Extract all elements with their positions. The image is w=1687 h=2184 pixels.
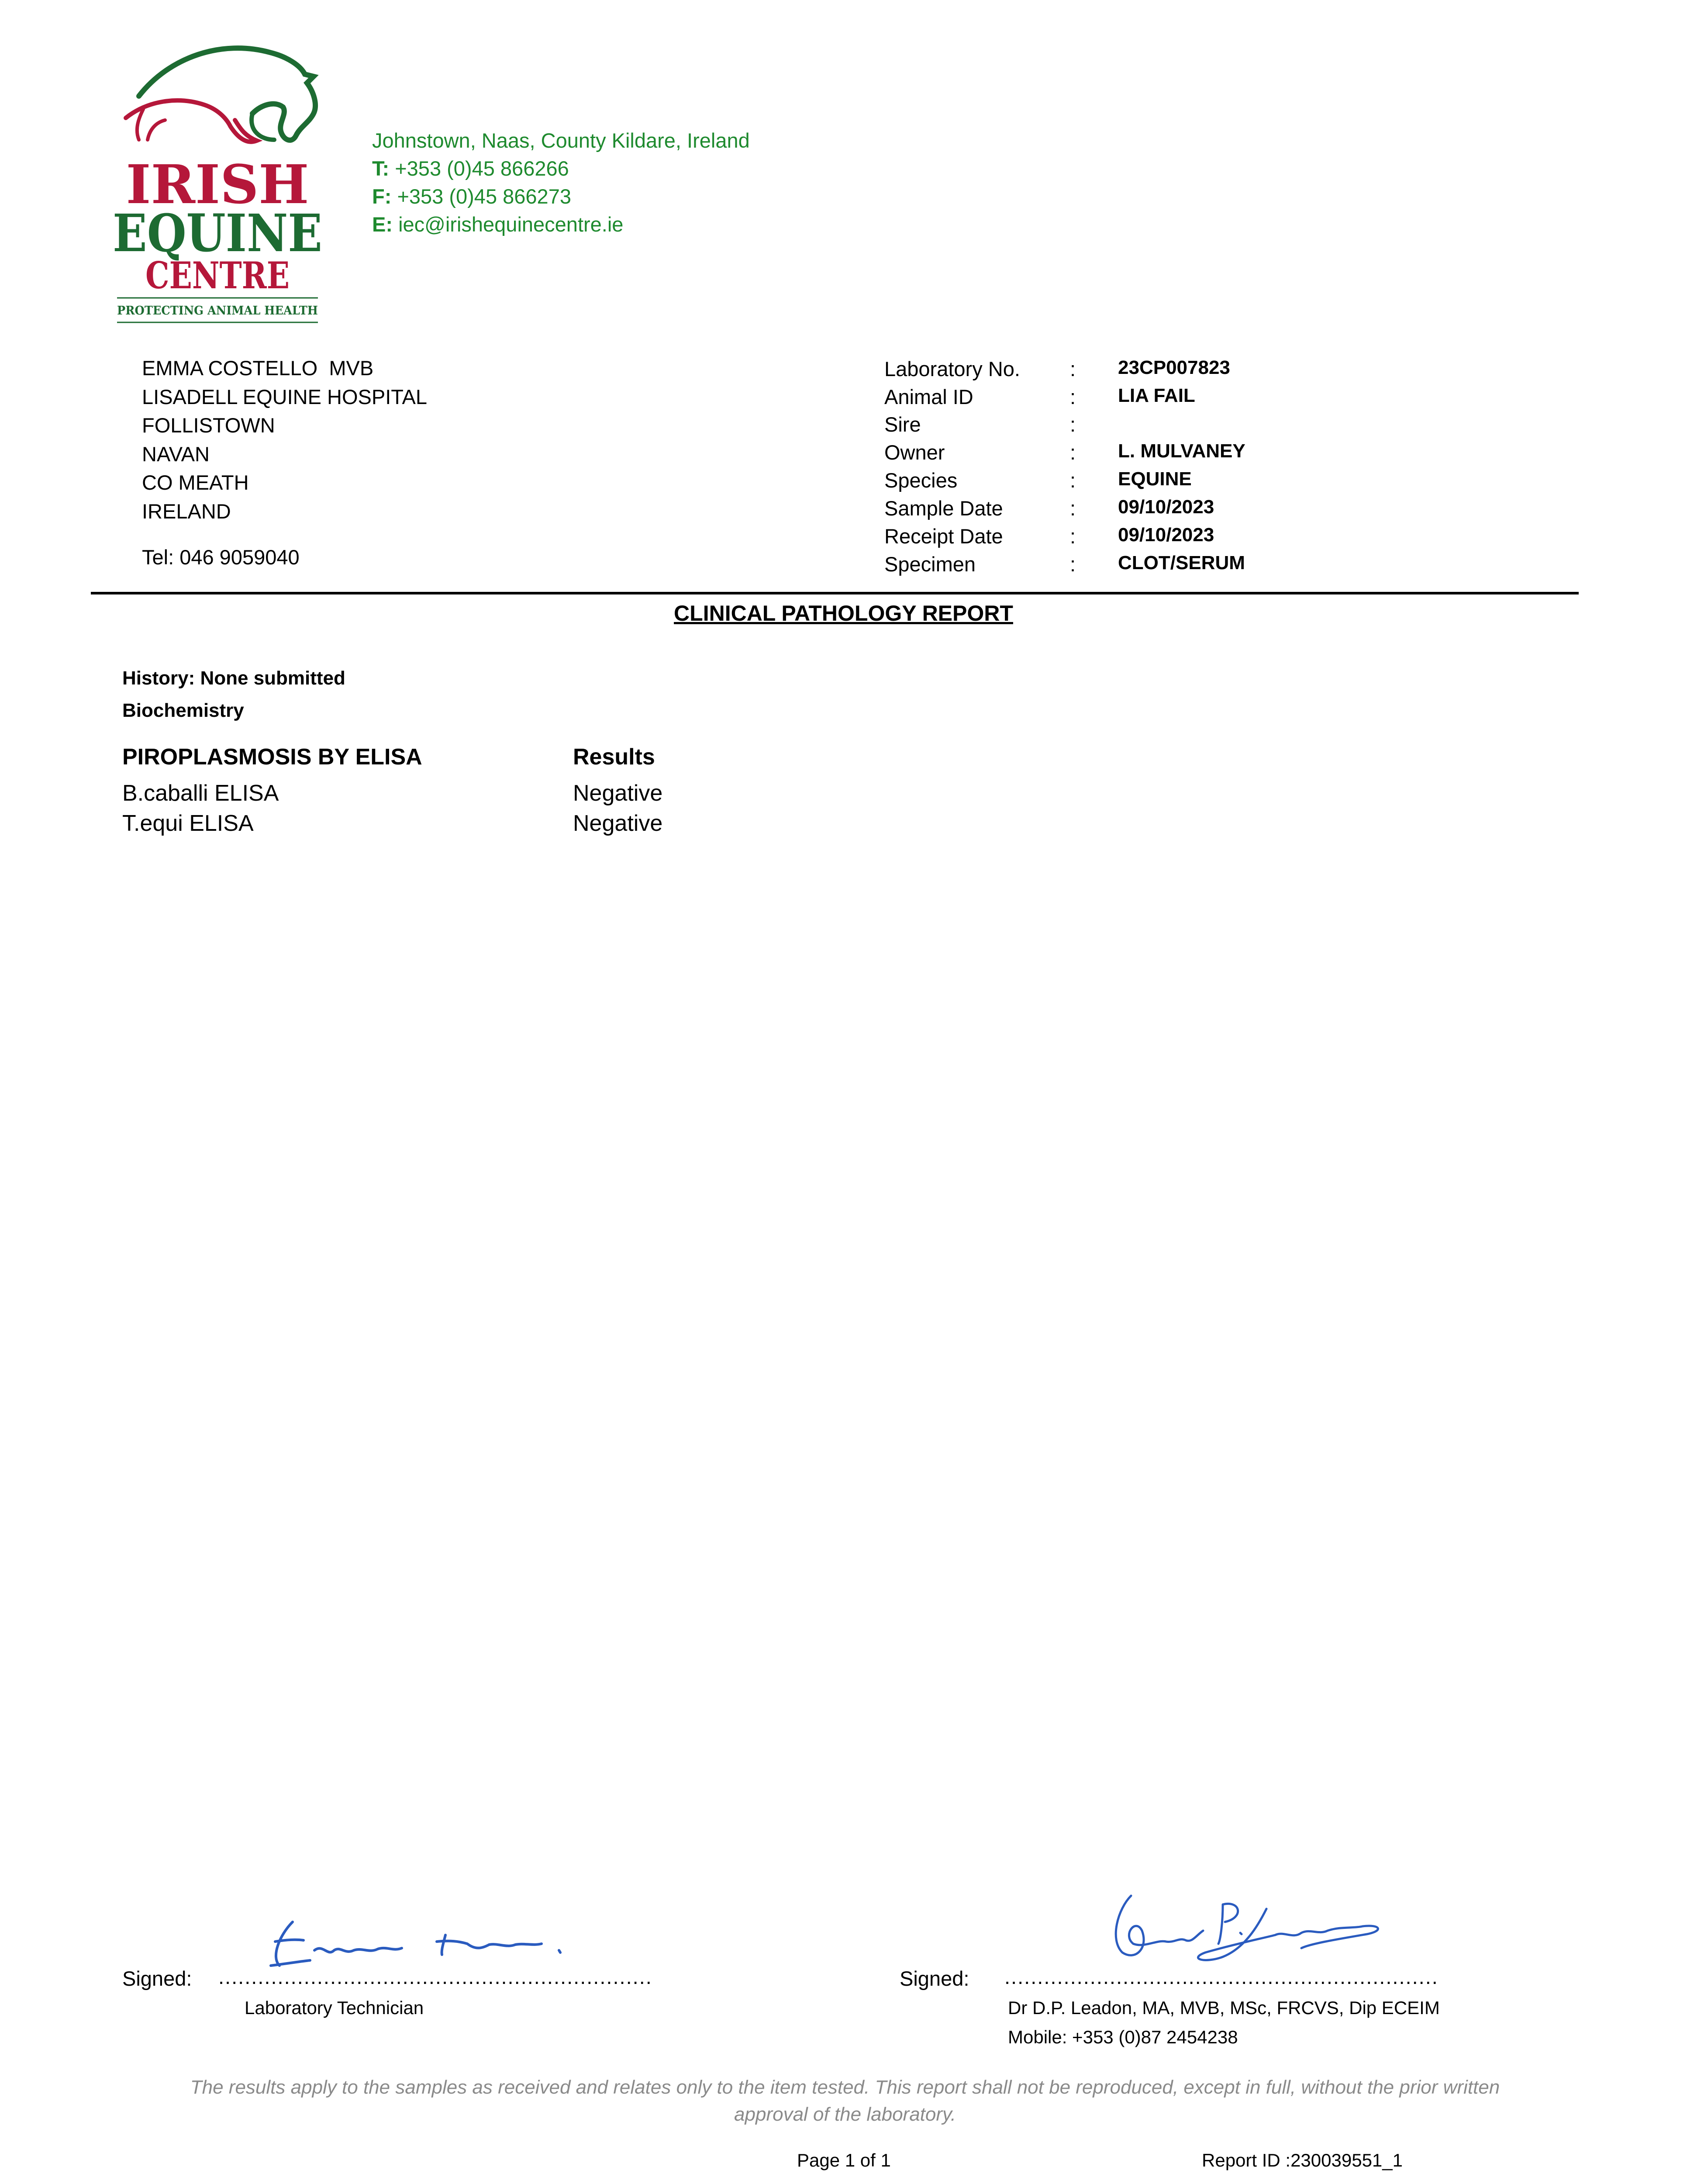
meta-sample-date: Sample Date : 09/10/2023 (884, 496, 1214, 520)
header-divider (91, 592, 1579, 594)
lab-contact-block (372, 127, 750, 238)
meta-animal-id: Animal ID : LIA FAIL (884, 385, 1195, 408)
report-id: Report ID :230039551_1 (1202, 2150, 1403, 2170)
svg-text:EQUINE: EQUINE (113, 203, 322, 263)
doctor-mobile: Mobile: +353 (0)87 2454238 (1008, 2027, 1238, 2047)
address-line: CO MEATH (142, 471, 249, 494)
svg-text:IRISH: IRISH (126, 153, 309, 216)
horse-logo-icon (108, 26, 327, 328)
address-line: EMMA COSTELLO MVB (142, 356, 374, 380)
recipient-address (142, 354, 427, 572)
address-line: IRELAND (142, 499, 231, 523)
left-signed-label: Signed: (122, 1967, 192, 1990)
report-title: CLINICAL PATHOLOGY REPORT (674, 601, 1013, 625)
table-row-test: B.caballi ELISA (122, 781, 279, 806)
svg-text:PROTECTING ANIMAL HEALTH: PROTECTING ANIMAL HEALTH (117, 304, 318, 318)
doctor-signature-image (1092, 1883, 1406, 1979)
doctor-name: Dr D.P. Leadon, MA, MVB, MSc, FRCVS, Dip ECEIM (1008, 1997, 1440, 2018)
right-signature-line: .................................................................. (1004, 1965, 1439, 1988)
table-row-result: Negative (573, 781, 663, 806)
lab-address: Johnstown, Naas, County Kildare, Ireland (372, 129, 750, 152)
address-line: NAVAN (142, 442, 210, 466)
lab-email: E: iec@irishequinecentre.ie (372, 213, 624, 236)
right-signed-label: Signed: (900, 1967, 969, 1990)
test-column-header: PIROPLASMOSIS BY ELISA (122, 744, 422, 770)
lab-fax: F: +353 (0)45 866273 (372, 185, 571, 208)
meta-species: Species : EQUINE (884, 468, 1192, 492)
recipient-tel: Tel: 046 9059040 (142, 546, 300, 569)
history-line: History: None submitted (122, 667, 345, 689)
svg-text:CENTRE: CENTRE (145, 254, 290, 297)
meta-owner: Owner : L. MULVANEY (884, 440, 1245, 464)
results-column-header: Results (573, 744, 655, 770)
meta-sire: Sire : (884, 413, 1076, 436)
address-line: LISADELL EQUINE HOSPITAL (142, 385, 427, 408)
lab-phone: T: +353 (0)45 866266 (372, 157, 569, 180)
irish-equine-centre-logo (108, 26, 327, 328)
disclaimer: The results apply to the samples as received and relates only to the item tested. This report shall not be reproduced, except in full, without the prior written approval of the laboratory. (190, 2077, 1500, 2125)
table-row-test: T.equi ELISA (122, 811, 254, 836)
meta-receipt-date: Receipt Date : 09/10/2023 (884, 524, 1214, 548)
table-row-result: Negative (573, 811, 663, 836)
left-signature-line: .................................................................. (218, 1965, 652, 1988)
meta-specimen: Specimen : CLOT/SERUM (884, 552, 1245, 576)
technician-signature-image (262, 1909, 576, 1974)
page-number: Page 1 of 1 (797, 2150, 891, 2170)
address-line: FOLLISTOWN (142, 414, 275, 437)
meta-laboratory-no: Laboratory No. : 23CP007823 (884, 357, 1230, 380)
section-heading: Biochemistry (122, 700, 244, 721)
technician-role: Laboratory Technician (245, 1997, 424, 2018)
